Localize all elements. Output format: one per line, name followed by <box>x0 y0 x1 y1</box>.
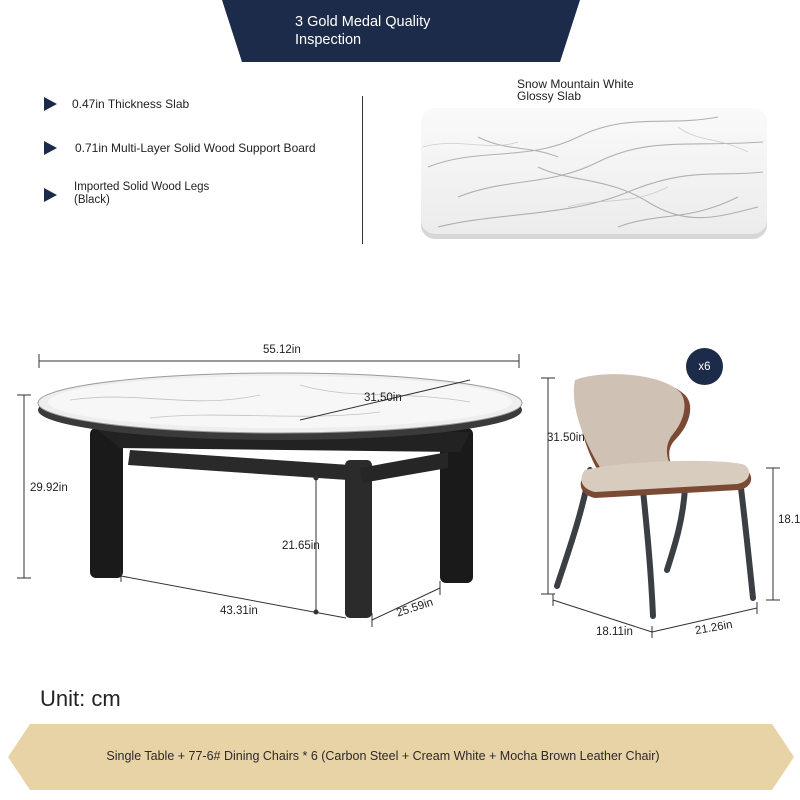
unit-label: Unit: cm <box>40 686 121 711</box>
vertical-divider <box>362 96 363 244</box>
quantity-badge: x6 <box>686 348 723 385</box>
bottom-bar-text: Single Table + 77-6# Dining Chairs * 6 (Carbon Steel + Cream White + Mocha Brown Leather Chair) <box>106 749 660 763</box>
table-base-length-label: 43.31in <box>220 605 258 617</box>
table-height-label: 29.92in <box>30 482 68 494</box>
chair-width-label: 21.26in <box>694 618 734 638</box>
triangle-bullet-icon <box>44 188 57 202</box>
slab-label-line-2: Glossy Slab <box>517 88 582 103</box>
feature-legs <box>44 181 210 207</box>
triangle-bullet-icon <box>44 97 57 111</box>
marble-slab-image <box>418 107 770 242</box>
chair-illustration <box>525 370 800 640</box>
table-illustration <box>0 340 540 630</box>
chair-depth-label: 18.11in <box>596 626 633 638</box>
banner-title <box>295 14 495 49</box>
feature-thickness <box>44 97 189 111</box>
banner-title-line-1: 3 Gold Medal Quality <box>295 14 431 30</box>
slab-label-line-1: Snow Mountain White <box>517 77 634 91</box>
feature-support-board <box>44 141 316 155</box>
slab-label <box>517 79 677 102</box>
table-width-label: 55.12in <box>263 344 301 356</box>
feature-label-line-2: (Black) <box>74 194 110 206</box>
triangle-bullet-icon <box>44 141 57 155</box>
table-base-width-label: 25.59in <box>395 596 435 620</box>
feature-label: 0.71in Multi-Layer Solid Wood Support Board <box>75 141 316 155</box>
chair-seat-height-label: 18.1 <box>778 514 800 526</box>
feature-label-line-1: Imported Solid Wood Legs <box>74 181 210 193</box>
banner-title-line-2: Inspection <box>295 31 362 48</box>
feature-label: 0.47in Thickness Slab <box>72 97 190 111</box>
table-leg-height-label: 21.65in <box>282 540 320 552</box>
feature-label <box>74 181 209 207</box>
chair-height-label: 31.50in <box>547 432 585 444</box>
table-radius-label: 31.50in <box>364 392 402 404</box>
